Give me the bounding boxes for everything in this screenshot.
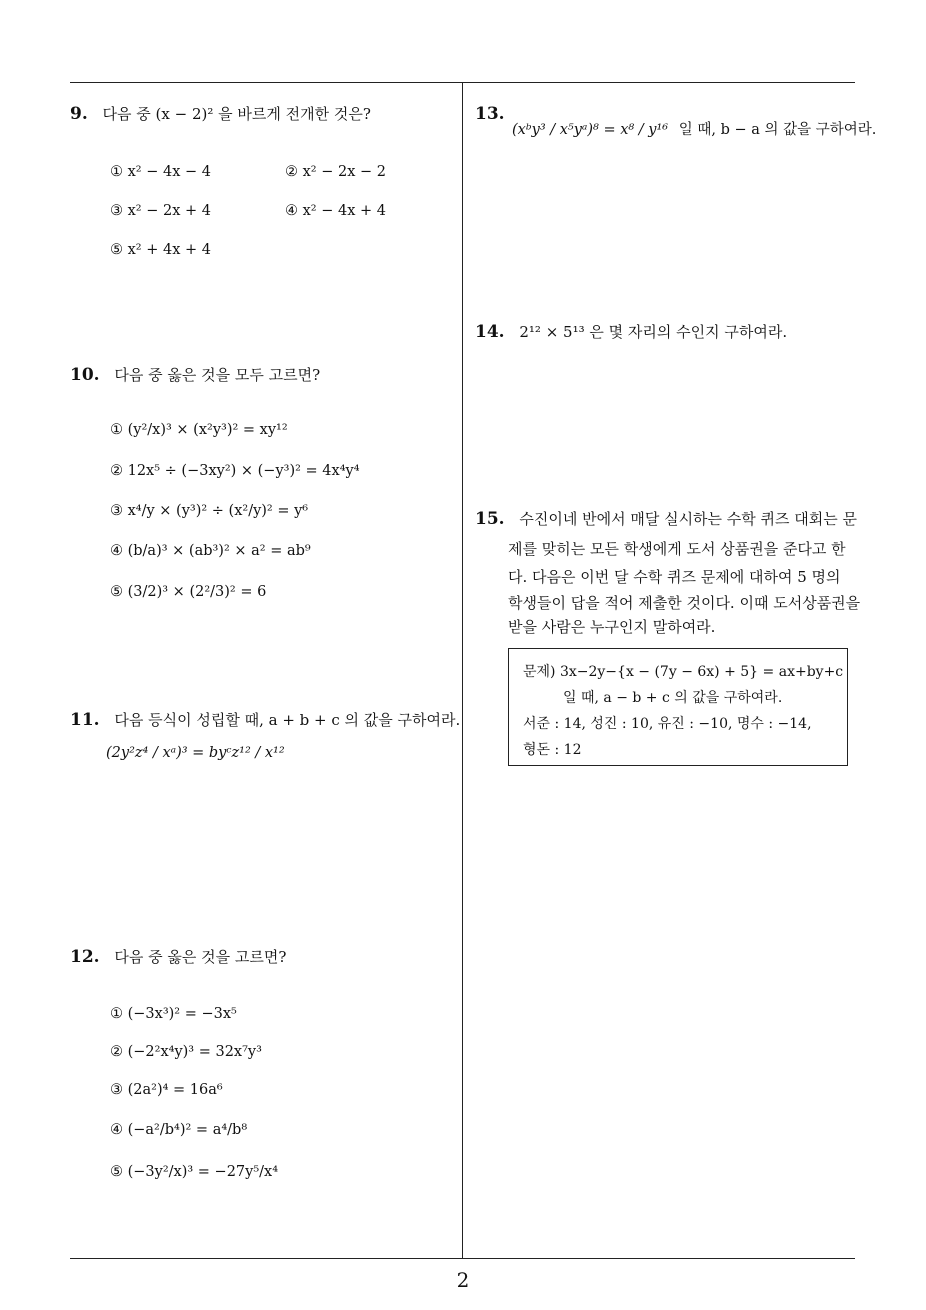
question-stem: 다음 중 (x − 2)² 을 바르게 전개한 것은? xyxy=(102,105,371,123)
box-line-answers-cont: 형돈 : 12 xyxy=(523,742,582,758)
question-equation: (xᵇy³ / x⁵yᵃ)⁸ = x⁸ / y¹⁶ xyxy=(512,122,669,138)
option-4[interactable]: ④ x² − 4x + 4 xyxy=(285,203,386,219)
option-1[interactable]: ① (−3x³)² = −3x⁵ xyxy=(110,1006,237,1022)
bottom-rule xyxy=(70,1258,855,1259)
question-12 xyxy=(70,946,286,968)
question-stem-line: 학생들이 답을 적어 제출한 것이다. 이때 도서상품권을 xyxy=(508,594,861,612)
page-number: 2 xyxy=(456,1268,470,1292)
option-3[interactable]: ③ x⁴/y × (y³)² ÷ (x²/y)² = y⁶ xyxy=(110,503,309,519)
question-equation: (2y²z⁴ / xᵃ)³ = byᶜz¹² / x¹² xyxy=(106,745,285,761)
question-15 xyxy=(475,508,857,530)
question-stem-line: 다. 다음은 이번 달 수학 퀴즈 문제에 대하여 5 명의 xyxy=(508,568,841,586)
question-13 xyxy=(475,103,515,125)
question-stem-line: 받을 사람은 누구인지 말하여라. xyxy=(508,618,716,636)
question-14 xyxy=(475,321,787,343)
question-13-body xyxy=(512,118,876,139)
question-10 xyxy=(70,364,320,386)
question-stem: 2¹² × 5¹³ 은 몇 자리의 수인지 구하여라. xyxy=(519,323,788,341)
option-4[interactable]: ④ (b/a)³ × (ab³)² × a² = ab⁹ xyxy=(110,543,311,559)
question-number: 12. xyxy=(70,947,100,967)
question-stem-line: 수진이네 반에서 매달 실시하는 수학 퀴즈 대회는 문 xyxy=(519,510,858,528)
question-stem: 일 때, b − a 의 값을 구하여라. xyxy=(678,122,877,138)
question-number: 10. xyxy=(70,365,100,385)
question-stem-line: 제를 맞히는 모든 학생에게 도서 상품권을 준다고 한 xyxy=(508,540,846,558)
option-5[interactable]: ⑤ x² + 4x + 4 xyxy=(110,242,211,258)
option-1[interactable]: ① (y²/x)³ × (x²y³)² = xy¹² xyxy=(110,422,288,438)
question-number: 11. xyxy=(70,710,100,730)
option-2[interactable]: ② x² − 2x − 2 xyxy=(285,164,386,180)
option-4[interactable]: ④ (−a²/b⁴)² = a⁴/b⁸ xyxy=(110,1122,248,1138)
option-2[interactable]: ② 12x⁵ ÷ (−3xy²) × (−y³)² = 4x⁴y⁴ xyxy=(110,463,360,479)
question-number: 13. xyxy=(475,104,505,124)
question-9 xyxy=(70,103,371,125)
box-line-answers: 서준 : 14, 성진 : 10, 유진 : −10, 명수 : −14, xyxy=(523,716,812,732)
box-line-problem: 문제) 3x−2y−{x − (7y − 6x) + 5} = ax+by+c xyxy=(523,664,844,680)
question-number: 9. xyxy=(70,104,88,124)
option-1[interactable]: ① x² − 4x − 4 xyxy=(110,164,211,180)
question-stem: 다음 중 옳은 것을 모두 고르면? xyxy=(114,366,321,384)
option-5[interactable]: ⑤ (3/2)³ × (2²/3)² = 6 xyxy=(110,584,267,600)
option-5[interactable]: ⑤ (−3y²/x)³ = −27y⁵/x⁴ xyxy=(110,1164,279,1180)
question-number: 15. xyxy=(475,509,505,529)
box-line-condition: 일 때, a − b + c 의 값을 구하여라. xyxy=(563,690,783,706)
column-divider xyxy=(462,82,463,1258)
problem-box xyxy=(508,648,848,766)
question-stem: 다음 등식이 성립할 때, a + b + c 의 값을 구하여라. xyxy=(114,711,461,729)
option-3[interactable]: ③ x² − 2x + 4 xyxy=(110,203,211,219)
question-stem: 다음 중 옳은 것을 고르면? xyxy=(114,948,287,966)
question-11 xyxy=(70,709,460,731)
option-3[interactable]: ③ (2a²)⁴ = 16a⁶ xyxy=(110,1082,223,1098)
option-2[interactable]: ② (−2²x⁴y)³ = 32x⁷y³ xyxy=(110,1044,262,1060)
question-number: 14. xyxy=(475,322,505,342)
